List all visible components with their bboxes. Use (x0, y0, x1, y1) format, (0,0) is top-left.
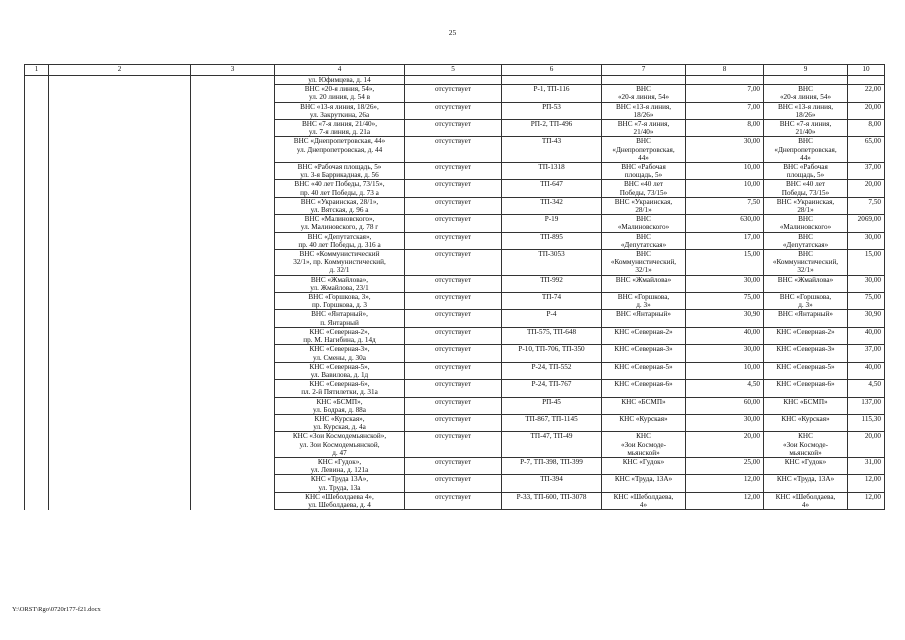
facility-cell: ВНС «Днепропетровская, 44» ул. Днепропетровская, д. 44 (275, 137, 405, 163)
connection-point-cell: КНС «БСМП» (602, 397, 686, 414)
power-source-cell: Р-10, ТП-706, ТП-350 (502, 345, 602, 362)
column-header: 2 (49, 65, 191, 76)
status-cell: отсутствует (405, 120, 502, 137)
column-header: 1 (25, 65, 49, 76)
table-row (25, 327, 885, 344)
value-cell: 22,00 (848, 85, 885, 102)
empty-cell (191, 345, 275, 362)
facility-cell: ВНС «Коммунистический 32/1», пр. Коммунистический, д. 32/1 (275, 250, 405, 276)
empty-cell (25, 310, 49, 327)
facility-cell: КНС «Северная-6», пл. 2-й Пятилетки, д. 31а (275, 380, 405, 397)
value-cell: 40,00 (848, 362, 885, 379)
empty-cell (25, 432, 49, 458)
power-source-cell: ТП-1318 (502, 163, 602, 180)
empty-cell (49, 163, 191, 180)
facility-cell: ВНС «40 лет Победы, 73/15», пр. 40 лет Победы, д. 73 а (275, 180, 405, 197)
value-cell: 137,00 (848, 397, 885, 414)
connection-point-cell: ВНС «Коммунистический, 32/1» (602, 250, 686, 276)
status-cell: отсутствует (405, 293, 502, 310)
connection-point-cell: ВНС «Депутатская» (764, 232, 848, 249)
facility-cell: ВНС «13-я линия, 18/26», ул. Закруткина, 26а (275, 102, 405, 119)
table-row (25, 414, 885, 431)
empty-cell (25, 275, 49, 292)
empty-cell (49, 362, 191, 379)
load-cell: 15,00 (686, 250, 764, 276)
connection-point-cell: ВНС «Депутатская» (602, 232, 686, 249)
load-cell: 10,00 (686, 163, 764, 180)
facility-cell: ВНС «Янтарный», п. Янтарный (275, 310, 405, 327)
empty-cell (25, 293, 49, 310)
value-cell: 30,00 (848, 275, 885, 292)
empty-cell (25, 457, 49, 474)
empty-cell (191, 85, 275, 102)
empty-cell (191, 327, 275, 344)
facility-cell: ВНС «Жмайлова», ул. Жмайлова, 23/1 (275, 275, 405, 292)
connection-point-cell: ВНС «Малиновского» (602, 215, 686, 232)
load-cell: 8,00 (686, 120, 764, 137)
power-source-cell: ТП-47, ТП-49 (502, 432, 602, 458)
facility-cell: ул. Юфимцева, д. 14 (275, 76, 405, 85)
empty-cell (49, 85, 191, 102)
empty-cell (49, 120, 191, 137)
status-cell: отсутствует (405, 275, 502, 292)
status-cell: отсутствует (405, 197, 502, 214)
empty-cell (25, 475, 49, 492)
connection-point-cell: ВНС «40 лет Победы, 73/15» (764, 180, 848, 197)
connection-point-cell: КНС «Гудок» (764, 457, 848, 474)
facility-cell: ВНС «Горшкова, 3», пр. Горшкова, д. 3 (275, 293, 405, 310)
power-source-cell: ТП-647 (502, 180, 602, 197)
empty-cell (191, 414, 275, 431)
power-source-cell: Р-24, ТП-552 (502, 362, 602, 379)
power-source-cell: ТП-992 (502, 275, 602, 292)
connection-point-cell: КНС «Зои Космоде- мьянской» (764, 432, 848, 458)
connection-point-cell: КНС «Шеболдаева, 4» (764, 492, 848, 509)
power-source-cell (502, 76, 602, 85)
connection-point-cell: ВНС «13-я линия, 18/26» (764, 102, 848, 119)
status-cell (405, 76, 502, 85)
column-header: 9 (764, 65, 848, 76)
power-source-cell: ТП-867, ТП-1145 (502, 414, 602, 431)
facility-cell: КНС «Курская», ул. Курская, д. 4а (275, 414, 405, 431)
load-cell: 7,50 (686, 197, 764, 214)
status-cell: отсутствует (405, 215, 502, 232)
connection-point-cell: КНС «Северная-6» (602, 380, 686, 397)
table-header-row (25, 65, 885, 76)
empty-cell (191, 492, 275, 509)
value-cell: 7,50 (848, 197, 885, 214)
value-cell: 12,00 (848, 492, 885, 509)
column-header: 3 (191, 65, 275, 76)
connection-point-cell: ВНС «Янтарный» (602, 310, 686, 327)
power-source-cell: РП-53 (502, 102, 602, 119)
file-path-footer: Y:\ORST\Rgo\0720r177-f21.docx (12, 606, 101, 613)
table-row (25, 102, 885, 119)
empty-cell (49, 345, 191, 362)
connection-point-cell: ВНС «Украинская, 28/1» (602, 197, 686, 214)
table-row (25, 457, 885, 474)
empty-cell (49, 397, 191, 414)
facility-cell: ВНС «20-я линия, 54», ул. 20 линия, д. 54 в (275, 85, 405, 102)
value-cell: 40,00 (848, 327, 885, 344)
status-cell: отсутствует (405, 345, 502, 362)
empty-cell (49, 76, 191, 85)
table-row (25, 76, 885, 85)
value-cell: 115,30 (848, 414, 885, 431)
load-cell: 75,00 (686, 293, 764, 310)
empty-cell (49, 457, 191, 474)
value-cell: 65,00 (848, 137, 885, 163)
connection-point-cell: ВНС «Горшкова, д. 3» (602, 293, 686, 310)
empty-cell (49, 414, 191, 431)
empty-cell (191, 197, 275, 214)
empty-cell (25, 76, 49, 85)
load-cell: 7,00 (686, 85, 764, 102)
power-source-cell: Р-33, ТП-600, ТП-3078 (502, 492, 602, 509)
load-cell: 20,00 (686, 432, 764, 458)
power-source-cell: ТП-74 (502, 293, 602, 310)
table-body (25, 65, 885, 510)
empty-cell (191, 293, 275, 310)
column-header: 5 (405, 65, 502, 76)
table-row (25, 275, 885, 292)
connection-point-cell: ВНС «Рабочая площадь, 5» (602, 163, 686, 180)
document-table (24, 64, 885, 510)
status-cell: отсутствует (405, 380, 502, 397)
empty-cell (25, 232, 49, 249)
empty-cell (25, 120, 49, 137)
connection-point-cell: ВНС «Янтарный» (764, 310, 848, 327)
status-cell: отсутствует (405, 362, 502, 379)
facility-cell: ВНС «Малиновского», ул. Малиновского, д. 78 г (275, 215, 405, 232)
table-row (25, 120, 885, 137)
power-source-cell: ТП-342 (502, 197, 602, 214)
empty-cell (191, 232, 275, 249)
connection-point-cell: ВНС «Жмайлова» (764, 275, 848, 292)
load-cell: 30,00 (686, 414, 764, 431)
empty-cell (49, 492, 191, 509)
empty-cell (191, 457, 275, 474)
status-cell: отсутствует (405, 102, 502, 119)
page-number: 25 (448, 28, 457, 37)
power-source-cell: Р-1, ТП-116 (502, 85, 602, 102)
status-cell: отсутствует (405, 137, 502, 163)
connection-point-cell: ВНС «Малиновского» (764, 215, 848, 232)
empty-cell (49, 310, 191, 327)
facility-cell: КНС «Северная-2», пр. М. Нагибина, д. 14д (275, 327, 405, 344)
connection-point-cell: ВНС «Горшкова, д. 3» (764, 293, 848, 310)
value-cell: 2069,00 (848, 215, 885, 232)
facility-cell: ВНС «Рабочая площадь, 5» ул. 3-я Баррикадная, д. 56 (275, 163, 405, 180)
table-row (25, 85, 885, 102)
value-cell: 37,00 (848, 163, 885, 180)
table-row (25, 492, 885, 509)
connection-point-cell: КНС «Северная-5» (764, 362, 848, 379)
table-row (25, 215, 885, 232)
facility-cell: КНС «Северная-5», ул. Вавилова, д. 1д (275, 362, 405, 379)
load-cell: 17,00 (686, 232, 764, 249)
connection-point-cell: ВНС «7-я линия, 21/40» (764, 120, 848, 137)
status-cell: отсутствует (405, 457, 502, 474)
power-source-cell: ТП-43 (502, 137, 602, 163)
table-row (25, 250, 885, 276)
empty-cell (191, 215, 275, 232)
value-cell: 30,90 (848, 310, 885, 327)
status-cell: отсутствует (405, 250, 502, 276)
connection-point-cell: КНС «Гудок» (602, 457, 686, 474)
facility-cell: КНС «БСМП», ул. Бодрая, д. 88а (275, 397, 405, 414)
empty-cell (49, 475, 191, 492)
connection-point-cell: КНС «Труда, 13А» (764, 475, 848, 492)
connection-point-cell: КНС «Северная-6» (764, 380, 848, 397)
empty-cell (25, 414, 49, 431)
empty-cell (191, 275, 275, 292)
table-row (25, 310, 885, 327)
column-header: 7 (602, 65, 686, 76)
empty-cell (191, 362, 275, 379)
empty-cell (25, 345, 49, 362)
table-row (25, 432, 885, 458)
value-cell: 31,00 (848, 457, 885, 474)
value-cell: 75,00 (848, 293, 885, 310)
table-row (25, 380, 885, 397)
connection-point-cell (764, 76, 848, 85)
empty-cell (191, 380, 275, 397)
empty-cell (25, 215, 49, 232)
status-cell: отсутствует (405, 475, 502, 492)
connection-point-cell: ВНС «Коммунистический, 32/1» (764, 250, 848, 276)
empty-cell (191, 76, 275, 85)
connection-point-cell: ВНС «13-я линия, 18/26» (602, 102, 686, 119)
empty-cell (49, 327, 191, 344)
empty-cell (49, 215, 191, 232)
connection-point-cell: ВНС «20-я линия, 54» (602, 85, 686, 102)
table-row (25, 232, 885, 249)
connection-point-cell: КНС «Курская» (602, 414, 686, 431)
status-cell: отсутствует (405, 85, 502, 102)
power-source-cell: ТП-895 (502, 232, 602, 249)
empty-cell (49, 432, 191, 458)
load-cell: 7,00 (686, 102, 764, 119)
empty-cell (191, 250, 275, 276)
table-row (25, 197, 885, 214)
connection-point-cell: КНС «Северная-3» (602, 345, 686, 362)
power-source-cell: Р-7, ТП-398, ТП-399 (502, 457, 602, 474)
load-cell: 30,90 (686, 310, 764, 327)
empty-cell (49, 380, 191, 397)
column-header: 8 (686, 65, 764, 76)
power-source-cell: РП-2, ТП-496 (502, 120, 602, 137)
facility-cell: ВНС «Украинская, 28/1», ул. Вятская, д. 96 а (275, 197, 405, 214)
value-cell: 20,00 (848, 180, 885, 197)
status-cell: отсутствует (405, 310, 502, 327)
connection-point-cell: ВНС «20-я линия, 54» (764, 85, 848, 102)
power-source-cell: Р-4 (502, 310, 602, 327)
load-cell: 30,00 (686, 275, 764, 292)
column-header: 4 (275, 65, 405, 76)
empty-cell (191, 180, 275, 197)
connection-point-cell: КНС «Северная-5» (602, 362, 686, 379)
status-cell: отсутствует (405, 163, 502, 180)
table-row (25, 475, 885, 492)
value-cell: 20,00 (848, 432, 885, 458)
empty-cell (49, 293, 191, 310)
empty-cell (191, 137, 275, 163)
power-source-cell: ТП-3053 (502, 250, 602, 276)
value-cell: 4,50 (848, 380, 885, 397)
value-cell: 20,00 (848, 102, 885, 119)
connection-point-cell: КНС «Труда, 13А» (602, 475, 686, 492)
table-row (25, 293, 885, 310)
load-cell: 60,00 (686, 397, 764, 414)
status-cell: отсутствует (405, 327, 502, 344)
empty-cell (191, 163, 275, 180)
empty-cell (25, 180, 49, 197)
load-cell: 25,00 (686, 457, 764, 474)
empty-cell (191, 475, 275, 492)
empty-cell (25, 380, 49, 397)
connection-point-cell: КНС «Курская» (764, 414, 848, 431)
status-cell: отсутствует (405, 397, 502, 414)
load-cell: 40,00 (686, 327, 764, 344)
empty-cell (25, 397, 49, 414)
status-cell: отсутствует (405, 432, 502, 458)
value-cell: 37,00 (848, 345, 885, 362)
power-source-cell: РП-45 (502, 397, 602, 414)
empty-cell (25, 362, 49, 379)
status-cell: отсутствует (405, 232, 502, 249)
status-cell: отсутствует (405, 180, 502, 197)
empty-cell (25, 137, 49, 163)
empty-cell (49, 275, 191, 292)
value-cell: 12,00 (848, 475, 885, 492)
power-source-cell: Р-19 (502, 215, 602, 232)
facility-cell: КНС «Северная-3», ул. Смены, д. 30а (275, 345, 405, 362)
connection-point-cell: КНС «Северная-3» (764, 345, 848, 362)
load-cell: 10,00 (686, 180, 764, 197)
empty-cell (49, 137, 191, 163)
connection-point-cell (602, 76, 686, 85)
load-cell: 30,00 (686, 345, 764, 362)
load-cell: 10,00 (686, 362, 764, 379)
connection-point-cell: КНС «Северная-2» (764, 327, 848, 344)
empty-cell (49, 197, 191, 214)
empty-cell (49, 250, 191, 276)
empty-cell (49, 180, 191, 197)
power-source-cell: ТП-394 (502, 475, 602, 492)
status-cell: отсутствует (405, 414, 502, 431)
value-cell: 15,00 (848, 250, 885, 276)
connection-point-cell: КНС «БСМП» (764, 397, 848, 414)
connection-point-cell: ВНС «Рабочая площадь, 5» (764, 163, 848, 180)
value-cell: 8,00 (848, 120, 885, 137)
connection-point-cell: ВНС «7-я линия, 21/40» (602, 120, 686, 137)
empty-cell (191, 397, 275, 414)
empty-cell (49, 102, 191, 119)
empty-cell (25, 492, 49, 509)
connection-point-cell: КНС «Шеболдаева, 4» (602, 492, 686, 509)
facility-cell: КНС «Зои Космодемьянской», ул. Зои Космодемьянской, д. 47 (275, 432, 405, 458)
load-cell: 4,50 (686, 380, 764, 397)
load-cell: 12,00 (686, 492, 764, 509)
empty-cell (49, 232, 191, 249)
empty-cell (25, 102, 49, 119)
empty-cell (191, 310, 275, 327)
empty-cell (25, 250, 49, 276)
empty-cell (25, 327, 49, 344)
connection-point-cell: ВНС «Днепропетровская, 44» (764, 137, 848, 163)
connection-point-cell: ВНС «40 лет Победы, 73/15» (602, 180, 686, 197)
connection-point-cell: ВНС «Украинская, 28/1» (764, 197, 848, 214)
empty-cell (25, 197, 49, 214)
table-row (25, 345, 885, 362)
table-row (25, 180, 885, 197)
power-source-cell: ТП-575, ТП-648 (502, 327, 602, 344)
load-cell: 12,00 (686, 475, 764, 492)
empty-cell (25, 163, 49, 180)
facility-cell: КНС «Гудок», ул. Левина, д. 121а (275, 457, 405, 474)
load-cell: 30,00 (686, 137, 764, 163)
empty-cell (191, 120, 275, 137)
connection-point-cell: ВНС «Жмайлова» (602, 275, 686, 292)
facility-cell: ВНС «7-я линия, 21/40», ул. 7-я линия, д. 21а (275, 120, 405, 137)
value-cell: 30,00 (848, 232, 885, 249)
table-row (25, 163, 885, 180)
value-cell (848, 76, 885, 85)
status-cell: отсутствует (405, 492, 502, 509)
facility-cell: КНС «Труда 13А», ул. Труда, 13а (275, 475, 405, 492)
power-source-cell: Р-24, ТП-767 (502, 380, 602, 397)
column-header: 10 (848, 65, 885, 76)
table-row (25, 397, 885, 414)
facility-cell: КНС «Шеболдаева 4», ул. Шеболдаева, д. 4 (275, 492, 405, 509)
connection-point-cell: ВНС «Днепропетровская, 44» (602, 137, 686, 163)
table-row (25, 137, 885, 163)
column-header: 6 (502, 65, 602, 76)
facility-cell: ВНС «Депутатская», пр. 40 лет Победы, д. 316 а (275, 232, 405, 249)
load-cell: 630,00 (686, 215, 764, 232)
empty-cell (191, 102, 275, 119)
table-row (25, 362, 885, 379)
load-cell (686, 76, 764, 85)
empty-cell (191, 432, 275, 458)
connection-point-cell: КНС «Северная-2» (602, 327, 686, 344)
connection-point-cell: КНС «Зои Космоде- мьянской» (602, 432, 686, 458)
empty-cell (25, 85, 49, 102)
